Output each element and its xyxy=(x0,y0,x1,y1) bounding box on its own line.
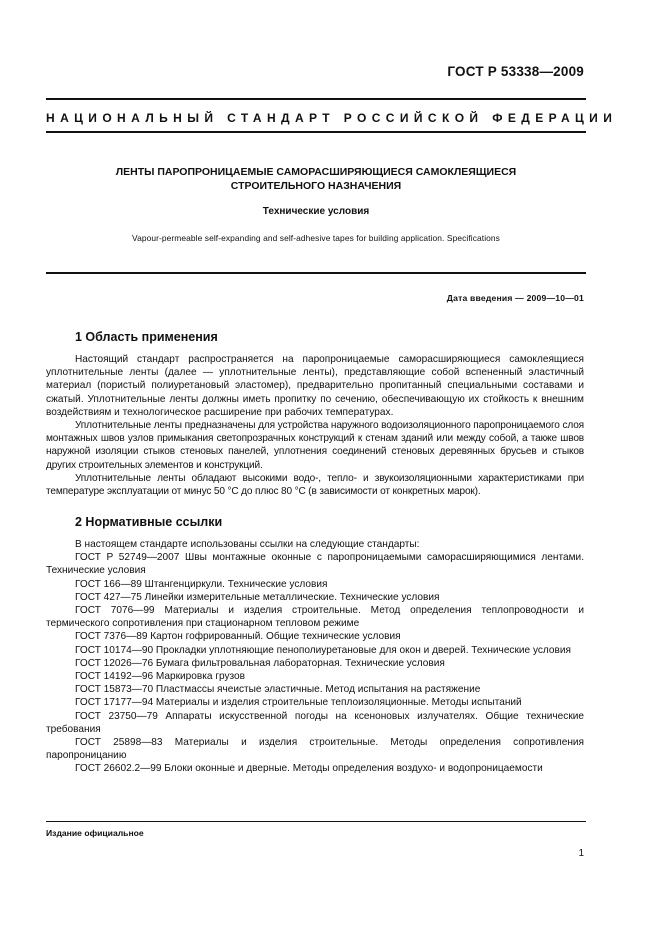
section-1-paragraph: Уплотнительные ленты обладают высокими водо-, тепло- и звукоизоляционными характеристиками при температуре эксплуатации от минус 50 °С до плюс 80 °С (в зависимости от конкретных марок). xyxy=(46,472,584,498)
reference-item: ГОСТ 25898—83 Материалы и изделия строительные. Методы определения сопротивления паропроницанию xyxy=(46,737,584,762)
page-number: 1 xyxy=(578,848,584,859)
section-2-heading: 2 Нормативные ссылки xyxy=(75,515,223,529)
reference-item: ГОСТ 166—89 Штангенциркули. Технические условия xyxy=(75,578,328,590)
section-1-heading: 1 Область применения xyxy=(75,330,218,344)
header-rule-bottom xyxy=(46,131,586,133)
official-edition-note: Издание официальное xyxy=(46,828,144,838)
national-standard-heading: НАЦИОНАЛЬНЫЙ СТАНДАРТ РОССИЙСКОЙ ФЕДЕРАЦИИ xyxy=(46,111,618,125)
title-line-1: ЛЕНТЫ ПАРОПРОНИЦАЕМЫЕ САМОРАСШИРЯЮЩИЕСЯ САМОКЛЕЯЩИЕСЯ xyxy=(115,166,517,178)
document-title xyxy=(46,165,586,193)
reference-item: ГОСТ 14192—96 Маркировка грузов xyxy=(75,671,246,683)
section-2-body xyxy=(46,538,584,776)
section-1-paragraph: Настоящий стандарт распространяется на паропроницаемые саморасширяющиеся самоклеящиеся уплотнительные ленты (далее — уплотнительные ленты), представляющие собой вспененный эластичный материал (пористый полиуретановый эластомер), предварительно пропитанный специальными составами и сжатый. Уплотнительные ленты должны иметь пропитку по сечению, обеспечивающую их стойкость к внешним воздействиям и технологическое расширение при рабочих температурах. xyxy=(46,354,584,418)
reference-item: ГОСТ 23750—79 Аппараты искусственной погоды на ксеноновых излучателях. Общие технические требования xyxy=(46,710,584,735)
introduction-date: Дата введения — 2009—10—01 xyxy=(446,293,584,303)
document-subtitle: Технические условия xyxy=(262,206,370,217)
header-rule xyxy=(46,98,586,100)
reference-item: ГОСТ 15873—70 Пластмассы ячеистые эластичные. Метод испытания на растяжение xyxy=(75,684,481,696)
reference-item: ГОСТ 427—75 Линейки измерительные металлические. Технические условия xyxy=(75,591,440,603)
section-2-intro: В настоящем стандарте использованы ссылки на следующие стандарты: xyxy=(75,539,420,550)
reference-item: ГОСТ 10174—90 Прокладки уплотняющие пенополиуретановые для окон и дверей. Технические условия xyxy=(75,644,572,656)
title-line-2: СТРОИТЕЛЬНОГО НАЗНАЧЕНИЯ xyxy=(230,180,402,192)
standard-code: ГОСТ Р 53338—2009 xyxy=(447,64,584,79)
reference-item: ГОСТ 26602.2—99 Блоки оконные и дверные. Методы определения воздухо- и водопроницаемости xyxy=(75,763,543,775)
section-1-body xyxy=(46,353,584,498)
footer-rule xyxy=(46,821,586,822)
reference-item: ГОСТ 7076—99 Материалы и изделия строительные. Метод определения теплопроводности и термического сопротивления при стационарном тепловом режиме xyxy=(46,605,584,630)
section-1-paragraph: Уплотнительные ленты предназначены для устройства наружного водоизоляционного паропроницаемого слоя монтажных швов узлов примыкания светопрозрачных конструкций к стенам зданий или между собой, а также швов наружной изоляции стыков стеновых панелей, уплотнения соединений стеновых деревянных брусьев и стыков других строительных элементов и конструкций. xyxy=(46,420,584,471)
reference-item: ГОСТ Р 52749—2007 Швы монтажные оконные с паропроницаемыми саморасширяющимися лентами. Технические условия xyxy=(46,552,584,577)
reference-item: ГОСТ 17177—94 Материалы и изделия строительные теплоизоляционные. Методы испытаний xyxy=(75,697,522,709)
title-rule xyxy=(46,272,586,274)
reference-item: ГОСТ 7376—89 Картон гофрированный. Общие технические условия xyxy=(75,631,401,643)
reference-item: ГОСТ 12026—76 Бумага фильтровальная лабораторная. Технические условия xyxy=(75,657,445,669)
english-title: Vapour-permeable self-expanding and self-adhesive tapes for building application. Specifications xyxy=(132,233,500,243)
